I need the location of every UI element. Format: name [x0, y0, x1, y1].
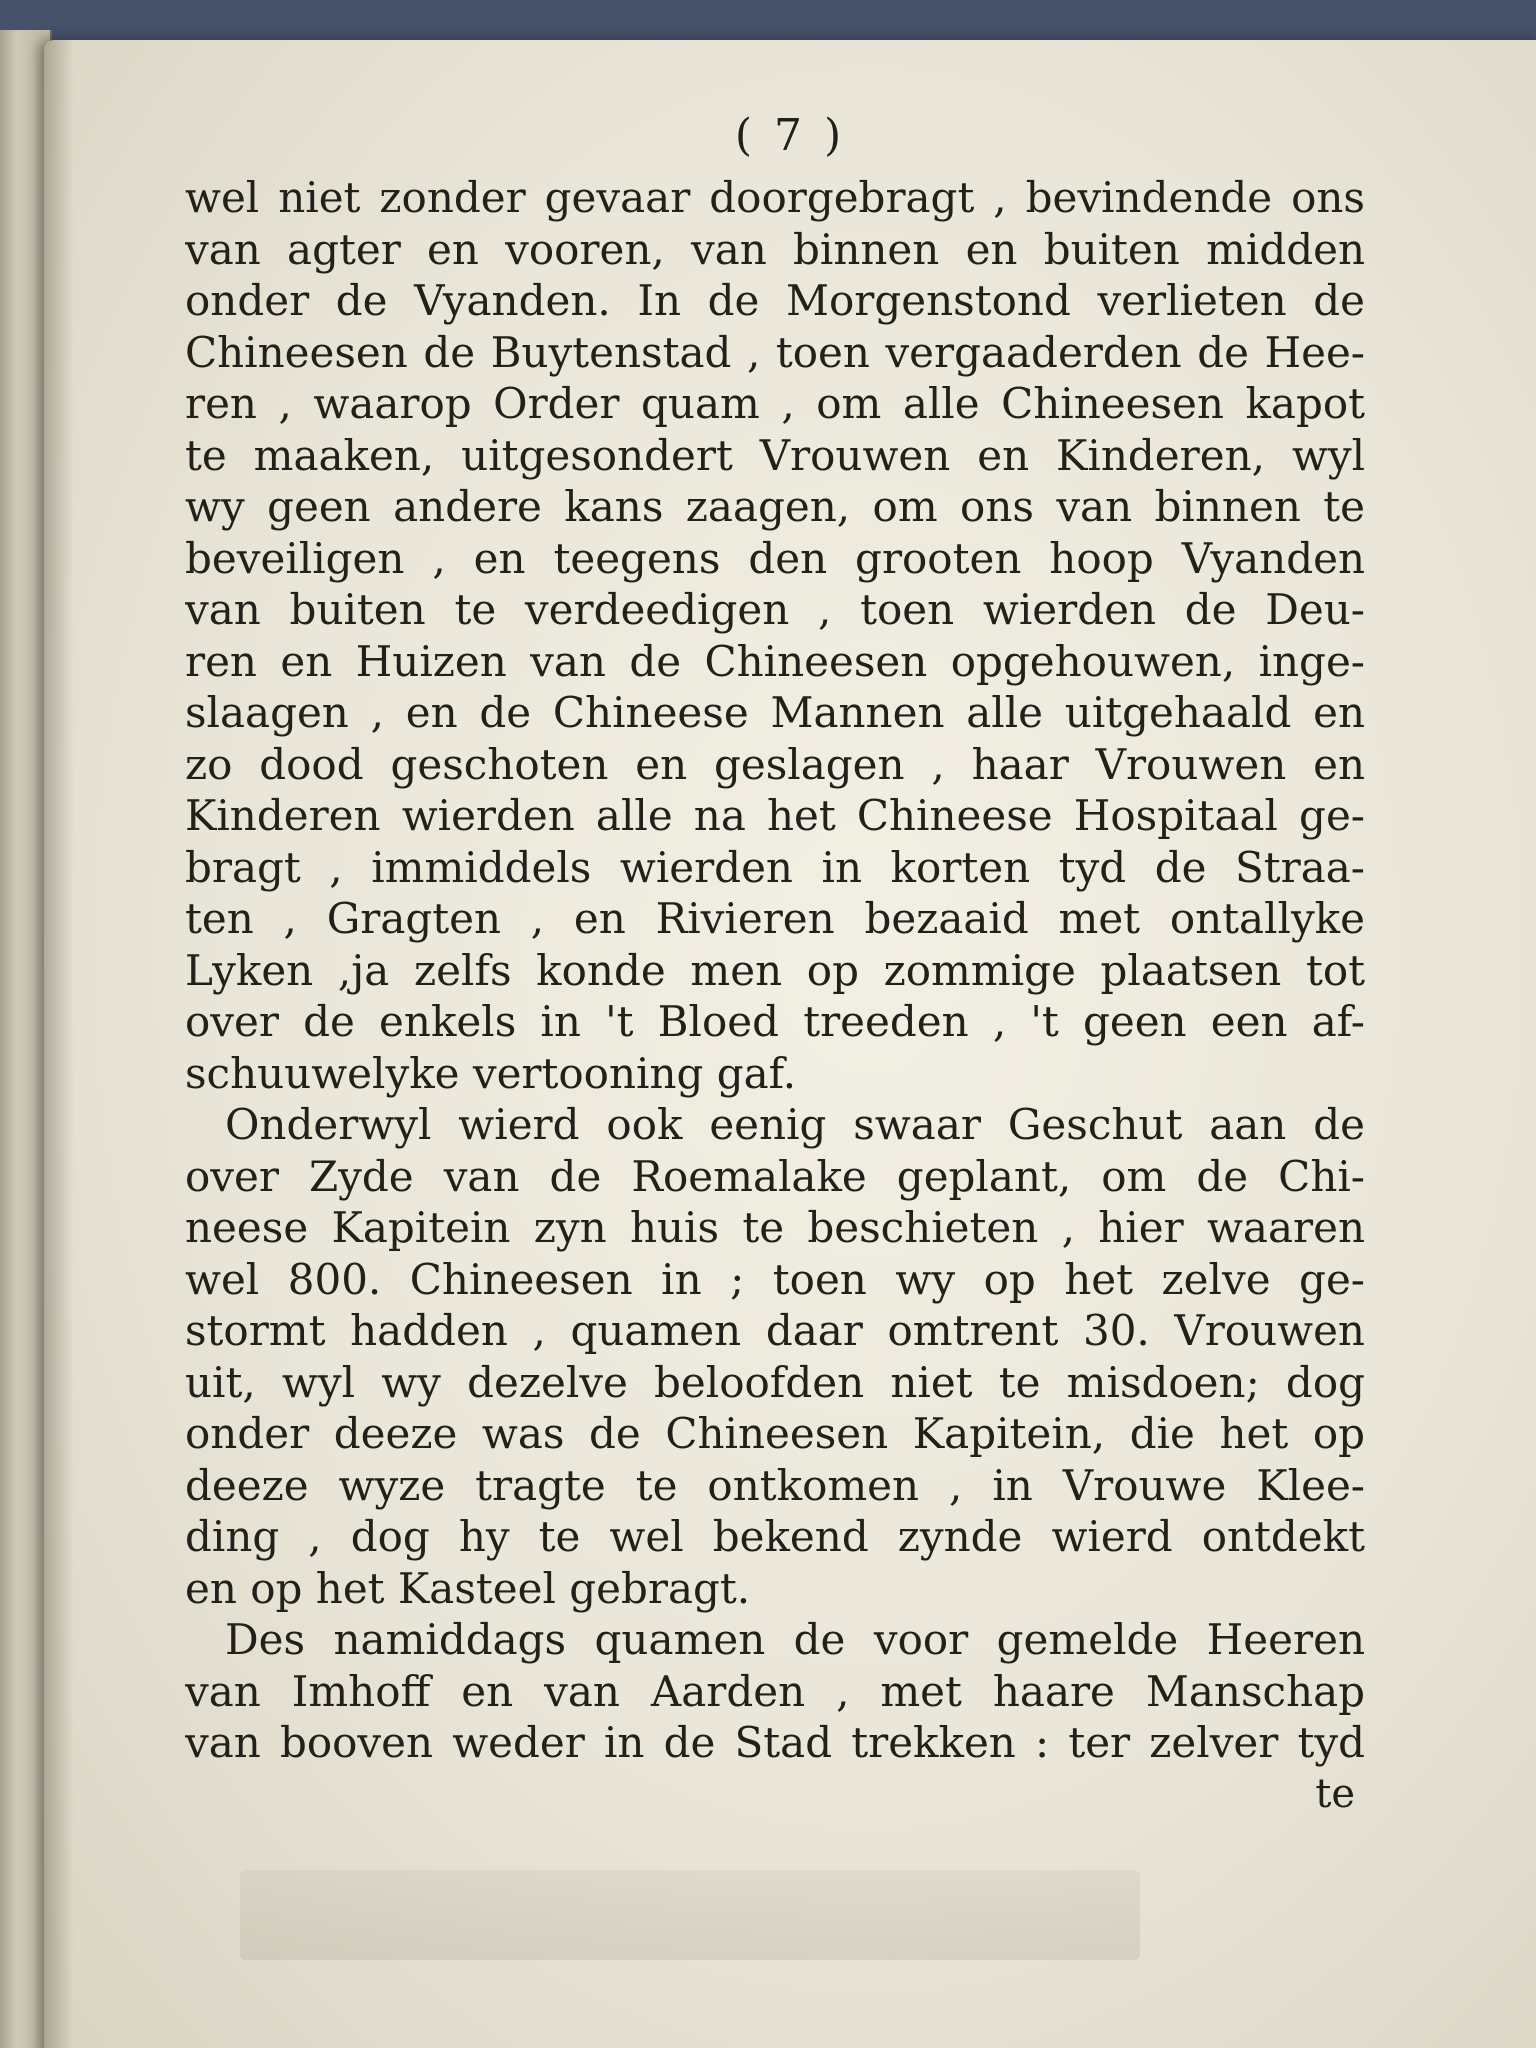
text-line: wy geen andere kans zaagen, om ons van binnen te [185, 482, 1365, 531]
text-line: ren en Huizen van de Chineesen opgehouwen, inge- [185, 636, 1365, 686]
text-line: wel 800. Chineesen in ; toen wy op het zelve ge- [185, 1254, 1365, 1304]
gutter-shadow [44, 40, 74, 2048]
text-line: en op het Kasteel gebragt. [185, 1563, 751, 1613]
text-line: over Zyde van de Roemalake geplant, om de Chi- [185, 1151, 1365, 1201]
text-line: deeze wyze tragte te ontkomen , in Vrouwe Klee- [185, 1460, 1365, 1510]
text-line: Lyken ,ja zelfs konde men op zommige plaatsen tot [185, 945, 1365, 995]
text-line: schuuwelyke vertooning gaf. [185, 1048, 797, 1098]
catchword: te [1315, 1770, 1355, 1817]
text-line: van booven weder in de Stad trekken : ter zelver tyd [185, 1718, 1365, 1767]
text-line: over de enkels in 't Bloed treeden , 't geen een af- [185, 997, 1365, 1046]
text-line: ren , waarop Order quam , om alle Chineesen kapot [185, 379, 1365, 428]
text-line: onder deeze was de Chineesen Kapitein, die het op [185, 1409, 1365, 1458]
text-line: Onderwyl wierd ook eenig swaar Geschut aan de [225, 1100, 1365, 1149]
text-line: onder de Vyanden. In de Morgenstond verlieten de [185, 276, 1365, 325]
text-line: van agter en vooren, van binnen en buiten midden [185, 224, 1365, 274]
text-line: van Imhoff en van Aarden , met haare Manschap [185, 1666, 1365, 1716]
text-line: ding , dog hy te wel bekend zynde wierd ontdekt [185, 1512, 1365, 1561]
text-line: Des namiddags quamen de voor gemelde Heeren [225, 1615, 1365, 1664]
text-lines [185, 172, 1365, 1769]
page-number: ( 7 ) [734, 110, 846, 161]
text-line: uit, wyl wy dezelve beloofden niet te misdoen; dog [185, 1357, 1365, 1407]
page-text [185, 100, 1365, 1819]
text-line: slaagen , en de Chineese Mannen alle uitgehaald en [185, 688, 1365, 737]
text-line: zo dood geschoten en geslagen , haar Vrouwen en [185, 739, 1365, 789]
text-line: stormt hadden , quamen daar omtrent 30. Vrouwen [185, 1306, 1365, 1355]
text-line: van buiten te verdeedigen , toen wierden de Deu- [185, 585, 1365, 634]
text-line: wel niet zonder gevaar doorgebragt , bevindende ons [185, 173, 1365, 222]
text-line: neese Kapitein zyn huis te beschieten , hier waaren [185, 1203, 1365, 1252]
text-line: Kinderen wierden alle na het Chineese Hospitaal ge- [185, 791, 1365, 840]
text-line: Chineesen de Buytenstad , toen vergaaderden de Hee- [185, 327, 1365, 377]
text-line: ten , Gragten , en Rivieren bezaaid met ontallyke [185, 894, 1365, 943]
text-line: te maaken, uitgesondert Vrouwen en Kinderen, wyl [185, 430, 1365, 480]
text-line: beveiligen , en teegens den grooten hoop Vyanden [185, 533, 1365, 583]
show-through-text [240, 1870, 1140, 1960]
text-line: bragt , immiddels wierden in korten tyd de Straa- [185, 842, 1365, 892]
